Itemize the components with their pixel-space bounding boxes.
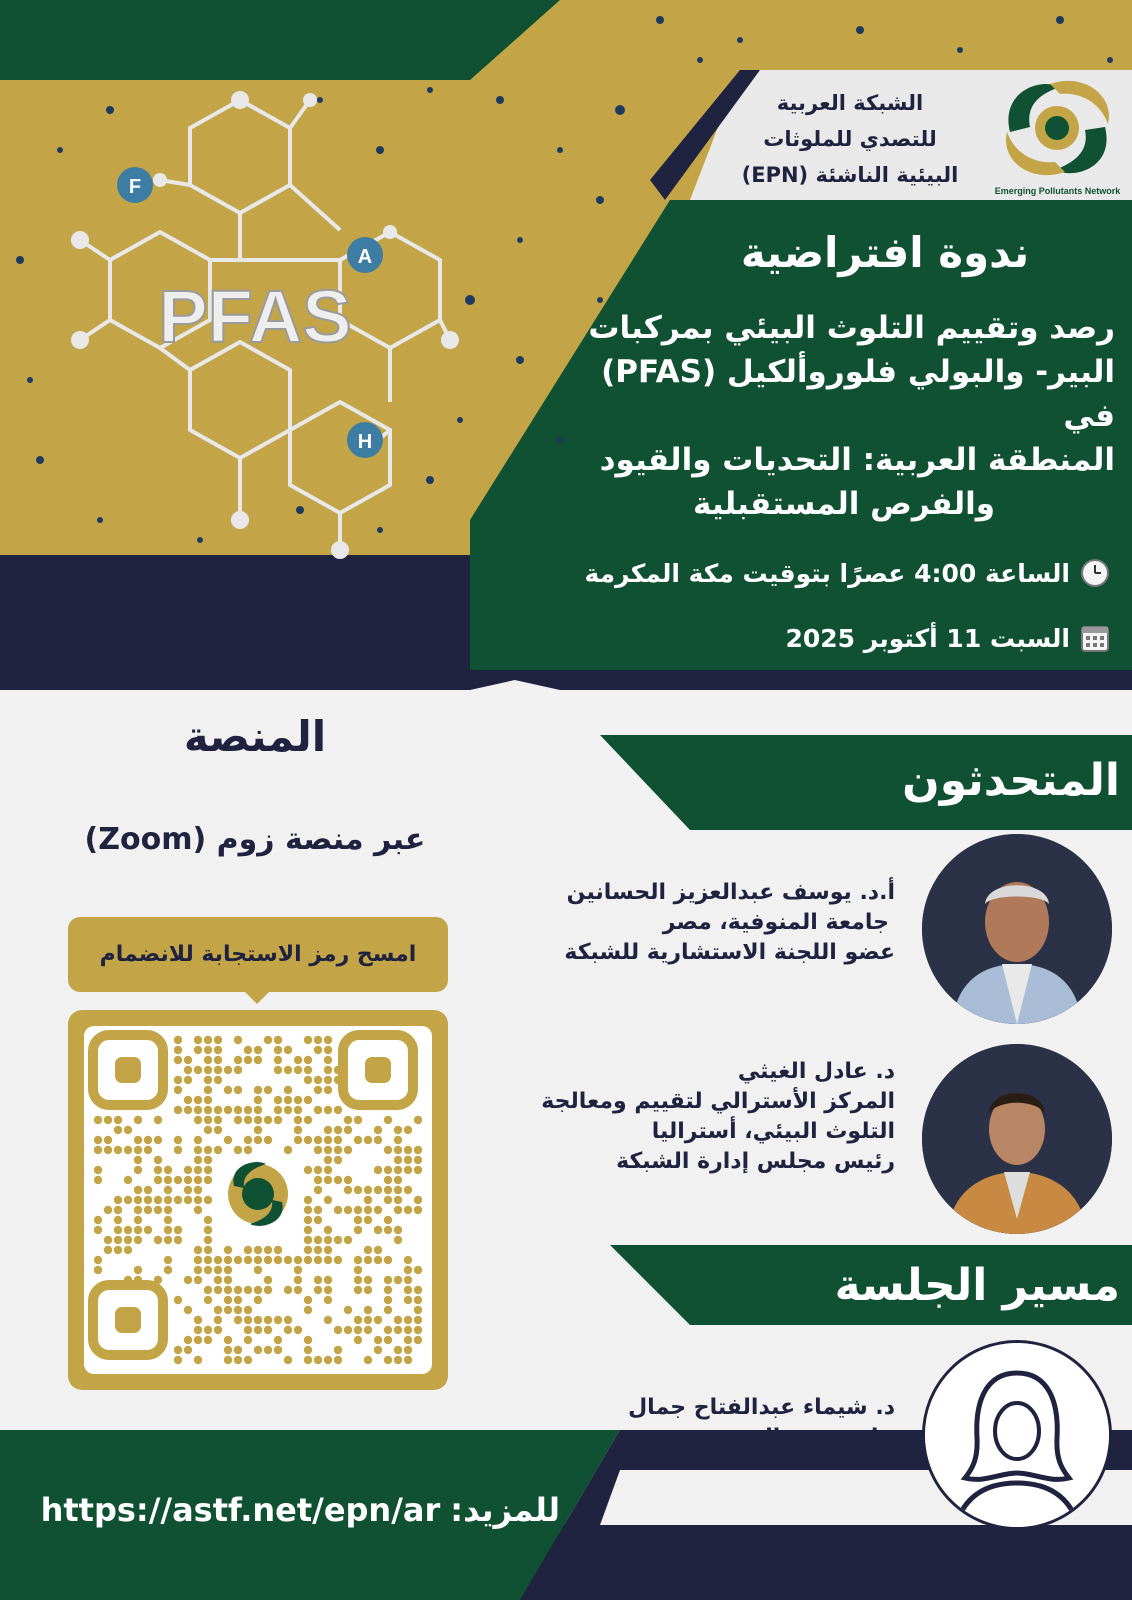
speaker-1-line-2: جامعة المنوفية، مصر (662, 910, 889, 935)
platform-via: عبر منصة زوم (Zoom) (84, 822, 426, 857)
qr-pattern (84, 1026, 432, 1374)
speaker-2-line-1: د. عادل الغيثي (737, 1059, 895, 1084)
event-date: السبت 11 أكتوبر 2025 (785, 623, 1070, 653)
scan-label-pointer (243, 990, 271, 1004)
org-name-line-2: للتصدي للملوثات (763, 127, 937, 151)
speaker-2-line-2: المركز الأسترالي لتقييم ومعالجة (541, 1089, 895, 1114)
atom-f: F (128, 176, 142, 198)
moderator-heading: مسير الجلسة (834, 1260, 1120, 1311)
event-title-line-3: المنطقة العربية: التحديات والقيود (599, 442, 1115, 478)
event-time: الساعة 4:00 عصرًا بتوقيت مكة المكرمة (584, 558, 1070, 588)
speaker-2-line-4: رئيس مجلس إدارة الشبكة (616, 1149, 895, 1174)
moderator (500, 1393, 895, 1453)
moderator-avatar (922, 1340, 1112, 1530)
speaker-1-photo (922, 834, 1112, 1024)
org-name-line-1: الشبكة العربية (776, 91, 924, 115)
speaker-1 (500, 878, 895, 968)
calendar-icon (1080, 623, 1110, 653)
epn-logo-icon (990, 72, 1125, 182)
event-type: ندوة افتراضية (740, 228, 1030, 277)
moderator-line-2: جامعة تعز-اليمن (721, 1425, 895, 1450)
event-time-row (540, 555, 1110, 591)
pfas-molecule-graphic (50, 80, 460, 560)
speaker-2-photo (922, 1044, 1112, 1234)
footer-link[interactable] (40, 1485, 560, 1535)
epn-logo (990, 72, 1125, 200)
speaker-2 (500, 1057, 895, 1177)
speaker-1-line-1: أ.د. يوسف عبدالعزيز الحسانين (566, 880, 895, 905)
speaker-1-line-3: عضو اللجنة الاستشارية للشبكة (564, 940, 895, 965)
logo-caption: Emerging Pollutants Network (994, 186, 1121, 196)
speakers-heading: المتحدثون (902, 755, 1120, 806)
atom-h: H (357, 431, 373, 453)
event-title-line-2: البير- والبولي فلوروألكيل (PFAS) في (601, 354, 1115, 434)
moderator-line-1: د. شيماء عبدالفتاح جمال (628, 1395, 895, 1420)
qr-center-logo (228, 1162, 288, 1226)
event-title-line-4: والفرص المستقبلية (693, 486, 995, 522)
org-name (730, 85, 970, 193)
pfas-label: PFAS (158, 275, 352, 358)
org-name-line-3: البيئية الناشئة (EPN) (741, 163, 959, 187)
scan-label-box (68, 917, 448, 992)
speaker-2-line-3: التلوث البيئي، أستراليا (651, 1119, 895, 1144)
atom-a: A (357, 246, 373, 268)
event-title-line-1: رصد وتقييم التلوث البيئي بمركبات (588, 310, 1115, 346)
footer-url[interactable]: https://astf.net/epn/ar (40, 1491, 441, 1529)
scan-label: امسح رمز الاستجابة للانضمام (99, 942, 417, 967)
qr-code[interactable] (68, 1010, 448, 1390)
footer-more-label: للمزيد: (450, 1491, 560, 1529)
person-hijab-icon (925, 1343, 1109, 1527)
event-date-row (540, 620, 1110, 656)
event-title (560, 306, 1115, 526)
clock-icon (1080, 558, 1110, 588)
platform-heading: المنصة (183, 712, 327, 761)
